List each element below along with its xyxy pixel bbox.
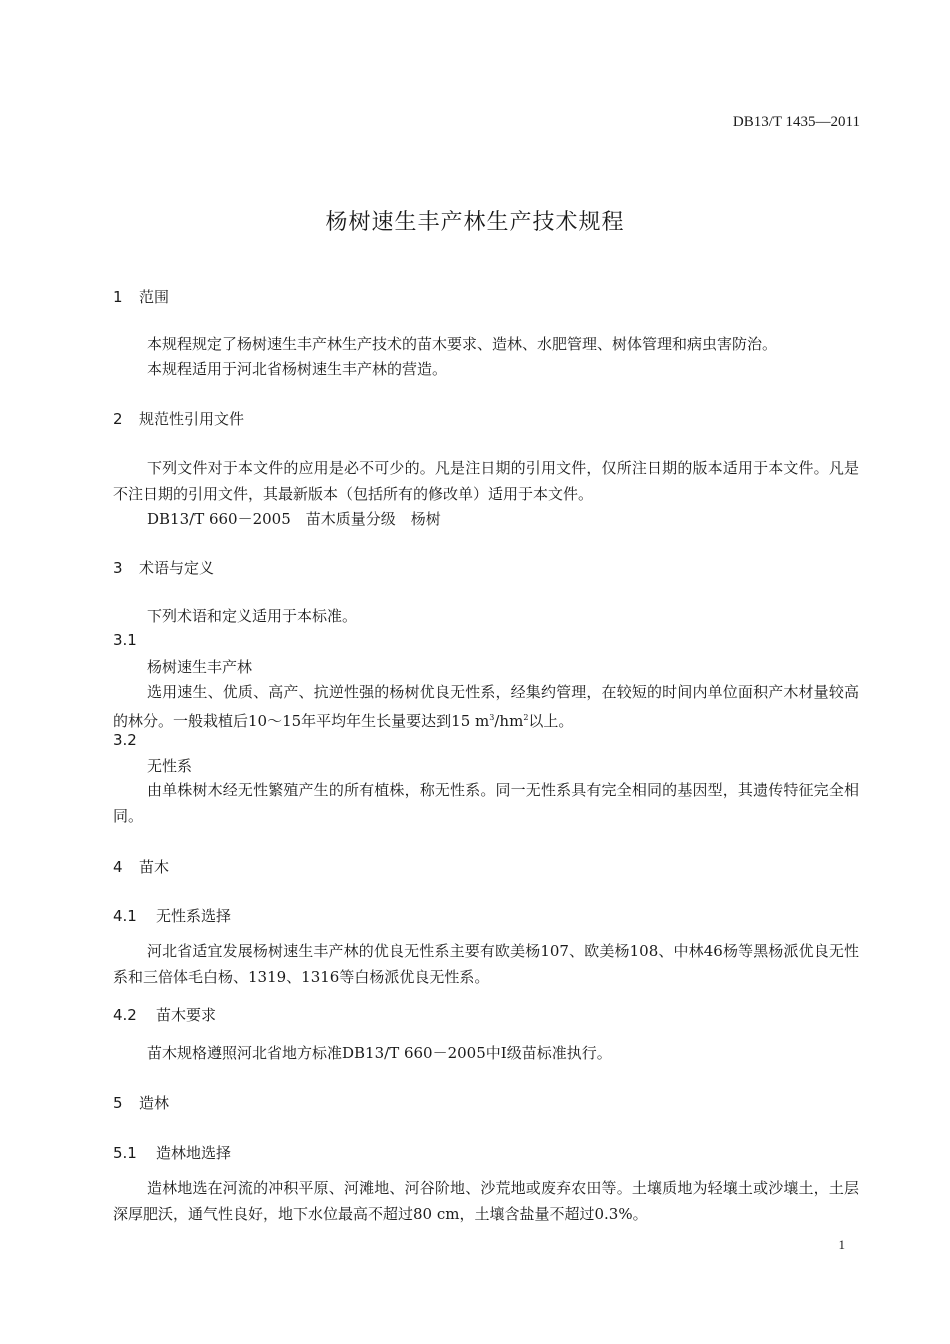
section-title: 规范性引用文件 (139, 410, 245, 428)
section-number: 5 (113, 1094, 123, 1112)
term-number: 3.1 (113, 631, 137, 649)
section-title: 造林 (139, 1094, 170, 1112)
section-number: 4 (113, 858, 123, 876)
section-title: 术语与定义 (139, 559, 215, 577)
definition-text: /hm (494, 712, 524, 730)
paragraph: 下列术语和定义适用于本标准。 (147, 607, 358, 625)
page-number: 1 (838, 1237, 845, 1252)
superscript: 3 (489, 713, 495, 722)
subsection-4-2-heading (113, 1004, 216, 1025)
superscript: 2 (523, 713, 529, 722)
term-definition (113, 679, 859, 734)
subsection-4-1-heading (113, 905, 231, 926)
term-name: 无性系 (147, 757, 193, 775)
document-title: 杨树速生丰产林生产技术规程 (325, 210, 625, 235)
section-title: 苗木 (139, 858, 170, 876)
section-4-heading (113, 856, 169, 877)
section-number: 3 (113, 559, 123, 577)
section-5-heading (113, 1092, 169, 1113)
section-title: 范围 (139, 288, 170, 306)
standard-code: DB13/T 1435—2011 (732, 114, 860, 130)
reference-item: DB13/T 660－2005 苗木质量分级 杨树 (147, 510, 441, 528)
section-number: 2 (113, 410, 123, 428)
subsection-title: 无性系选择 (156, 907, 232, 925)
paragraph: 造林地选在河流的冲积平原、河滩地、河谷阶地、沙荒地或废弃农田等。土壤质地为轻壤土或沙壤土，土层深厚肥沃，通气性良好，地下水位最高不超过80 cm，土壤含盐量不超过0.3%。 (113, 1179, 859, 1223)
section-3-heading (113, 557, 214, 578)
subsection-title: 苗木要求 (156, 1006, 217, 1024)
definition-text: 选用速生、优质、高产、抗逆性强的杨树优良无性系，经集约管理，在较短的时间内单位面积产木材量较高的林分。一般栽植后10～15年平均年生长量要达到15 m (113, 683, 859, 730)
section-2-heading (113, 408, 244, 429)
paragraph: 本规程适用于河北省杨树速生丰产林的营造。 (147, 360, 448, 378)
section-number: 1 (113, 288, 123, 306)
subsection-5-1-heading (113, 1142, 231, 1163)
section-1-heading (113, 286, 169, 307)
paragraph: 河北省适宜发展杨树速生丰产林的优良无性系主要有欧美杨107、欧美杨108、中林46杨等黑杨派优良无性系和三倍体毛白杨、1319、1316等白杨派优良无性系。 (113, 942, 859, 986)
paragraph: 下列文件对于本文件的应用是必不可少的。凡是注日期的引用文件，仅所注日期的版本适用于本文件。凡是不注日期的引用文件，其最新版本（包括所有的修改单）适用于本文件。 (113, 459, 859, 503)
paragraph: 本规程规定了杨树速生丰产林生产技术的苗木要求、造林、水肥管理、树体管理和病虫害防治。 (147, 335, 778, 353)
term-definition: 由单株树木经无性繁殖产生的所有植株，称无性系。同一无性系具有完全相同的基因型，其遗传特征完全相同。 (113, 781, 859, 825)
subsection-number: 4.2 (113, 1006, 137, 1024)
paragraph: 苗木规格遵照河北省地方标准DB13/T 660－2005中Ⅰ级苗标准执行。 (147, 1044, 612, 1062)
subsection-number: 5.1 (113, 1144, 137, 1162)
term-name: 杨树速生丰产林 (147, 658, 253, 676)
term-number: 3.2 (113, 731, 137, 749)
subsection-title: 造林地选择 (156, 1144, 232, 1162)
definition-text: 以上。 (528, 712, 574, 730)
subsection-number: 4.1 (113, 907, 137, 925)
